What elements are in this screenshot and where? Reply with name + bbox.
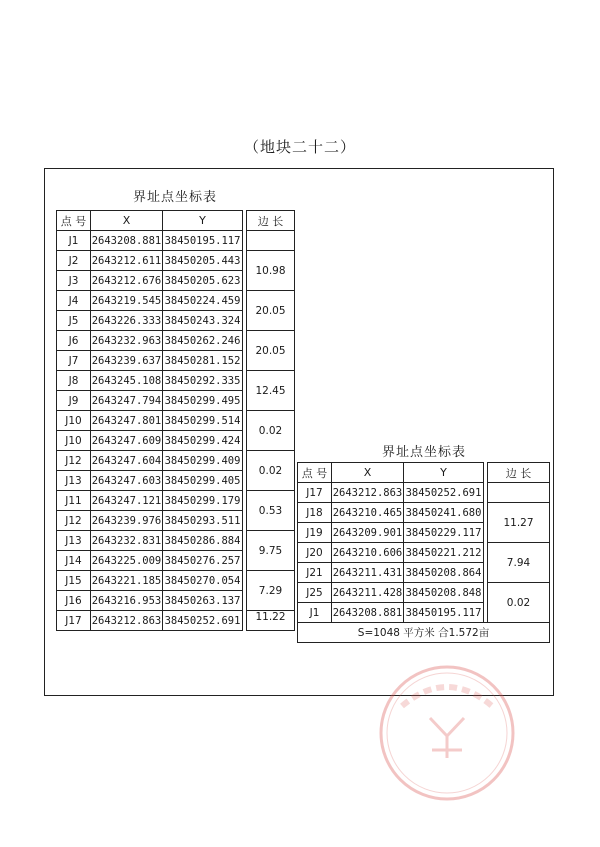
- x-header: X: [332, 463, 404, 483]
- x-cell: 2643210.465: [332, 503, 404, 523]
- edge-length-cell: 12.45: [247, 371, 295, 411]
- point-cell: J15: [57, 571, 91, 591]
- edge-spacer: [488, 483, 550, 503]
- table-row: [57, 251, 295, 271]
- table-row: [57, 371, 295, 391]
- table-row: [57, 331, 295, 351]
- edge-length-cell: 20.05: [247, 291, 295, 331]
- x-cell: 2643232.831: [91, 531, 163, 551]
- point-cell: J1: [57, 231, 91, 251]
- y-cell: 38450276.257: [163, 551, 243, 571]
- table-row: [57, 411, 295, 431]
- x-cell: 2643247.801: [91, 411, 163, 431]
- table-row: [298, 483, 550, 503]
- edge-length-cell: 0.02: [247, 451, 295, 491]
- official-seal: [372, 658, 522, 808]
- y-cell: 38450208.864: [404, 563, 484, 583]
- x-cell: 2643239.976: [91, 511, 163, 531]
- point-cell: J13: [57, 531, 91, 551]
- x-cell: 2643210.606: [332, 543, 404, 563]
- edge-length-cell: 0.53: [247, 491, 295, 531]
- y-cell: 38450299.179: [163, 491, 243, 511]
- point-cell: J19: [298, 523, 332, 543]
- x-cell: 2643211.428: [332, 583, 404, 603]
- x-header: X: [91, 211, 163, 231]
- table-row: [298, 503, 550, 523]
- edge-length-cell: 11.27: [488, 503, 550, 543]
- point-cell: J17: [298, 483, 332, 503]
- point-cell: J6: [57, 331, 91, 351]
- x-cell: 2643211.431: [332, 563, 404, 583]
- table-row: [298, 583, 550, 603]
- y-cell: 38450286.884: [163, 531, 243, 551]
- point-cell: J17: [57, 611, 91, 631]
- y-cell: 38450299.409: [163, 451, 243, 471]
- point-cell: J20: [298, 543, 332, 563]
- table-row: [298, 543, 550, 563]
- point-cell: J9: [57, 391, 91, 411]
- point-cell: J16: [57, 591, 91, 611]
- y-cell: 38450252.691: [163, 611, 243, 631]
- area-summary: S=1048 平方米 合1.572亩: [298, 623, 550, 643]
- x-cell: 2643216.953: [91, 591, 163, 611]
- edge-header: 边 长: [247, 211, 295, 231]
- x-cell: 2643225.009: [91, 551, 163, 571]
- x-cell: 2643247.121: [91, 491, 163, 511]
- point-cell: J7: [57, 351, 91, 371]
- y-cell: 38450195.117: [163, 231, 243, 251]
- y-cell: 38450243.324: [163, 311, 243, 331]
- x-cell: 2643209.901: [332, 523, 404, 543]
- point-cell: J11: [57, 491, 91, 511]
- edge-spacer: [247, 231, 295, 251]
- point-cell: J2: [57, 251, 91, 271]
- y-cell: 38450263.137: [163, 591, 243, 611]
- y-cell: 38450241.680: [404, 503, 484, 523]
- x-cell: 2643245.108: [91, 371, 163, 391]
- point-cell: J18: [298, 503, 332, 523]
- point-cell: J21: [298, 563, 332, 583]
- table-row: [57, 611, 295, 631]
- edge-length-cell: 11.22: [247, 611, 295, 631]
- y-cell: 38450205.443: [163, 251, 243, 271]
- x-cell: 2643247.609: [91, 431, 163, 451]
- x-cell: 2643212.863: [91, 611, 163, 631]
- point-cell: J8: [57, 371, 91, 391]
- x-cell: 2643208.881: [332, 603, 404, 623]
- x-cell: 2643221.185: [91, 571, 163, 591]
- x-cell: 2643212.611: [91, 251, 163, 271]
- y-header: Y: [163, 211, 243, 231]
- right-coordinate-table: [297, 462, 550, 643]
- x-cell: 2643247.603: [91, 471, 163, 491]
- y-cell: 38450299.405: [163, 471, 243, 491]
- y-cell: 38450208.848: [404, 583, 484, 603]
- x-cell: 2643219.545: [91, 291, 163, 311]
- table-row: [57, 571, 295, 591]
- table-row: [57, 491, 295, 511]
- edge-length-cell: 20.05: [247, 331, 295, 371]
- table-row: [57, 231, 295, 251]
- point-cell: J13: [57, 471, 91, 491]
- edge-length-cell: 0.02: [247, 411, 295, 451]
- y-cell: 38450299.514: [163, 411, 243, 431]
- y-cell: 38450293.511: [163, 511, 243, 531]
- x-cell: 2643208.881: [91, 231, 163, 251]
- edge-length-cell: 7.29: [247, 571, 295, 611]
- x-cell: 2643212.676: [91, 271, 163, 291]
- point-cell: J4: [57, 291, 91, 311]
- y-cell: 38450229.117: [404, 523, 484, 543]
- edge-length-cell: 10.98: [247, 251, 295, 291]
- y-cell: 38450281.152: [163, 351, 243, 371]
- y-cell: 38450252.691: [404, 483, 484, 503]
- point-cell: J14: [57, 551, 91, 571]
- edge-header: 边 长: [488, 463, 550, 483]
- y-cell: 38450299.495: [163, 391, 243, 411]
- y-cell: 38450292.335: [163, 371, 243, 391]
- y-cell: 38450205.623: [163, 271, 243, 291]
- x-cell: 2643232.963: [91, 331, 163, 351]
- edge-length-cell: 7.94: [488, 543, 550, 583]
- left-table-title: 界址点坐标表: [132, 190, 217, 205]
- y-cell: 38450224.459: [163, 291, 243, 311]
- y-cell: 38450195.117: [404, 603, 484, 623]
- x-cell: 2643247.794: [91, 391, 163, 411]
- y-cell: 38450262.246: [163, 331, 243, 351]
- x-cell: 2643226.333: [91, 311, 163, 331]
- point-cell: J12: [57, 451, 91, 471]
- point-cell: J5: [57, 311, 91, 331]
- point-cell: J3: [57, 271, 91, 291]
- y-header: Y: [404, 463, 484, 483]
- point-cell: J10: [57, 411, 91, 431]
- y-cell: 38450299.424: [163, 431, 243, 451]
- point-cell: J10: [57, 431, 91, 451]
- point-cell: J25: [298, 583, 332, 603]
- x-cell: 2643247.604: [91, 451, 163, 471]
- page-title: （地块二十二）: [243, 138, 356, 156]
- table-row: [57, 531, 295, 551]
- x-cell: 2643239.637: [91, 351, 163, 371]
- right-table-title: 界址点坐标表: [381, 445, 466, 460]
- point-cell: J12: [57, 511, 91, 531]
- point-header: 点 号: [298, 463, 332, 483]
- edge-length-cell: 9.75: [247, 531, 295, 571]
- table-row: [57, 291, 295, 311]
- point-cell: J1: [298, 603, 332, 623]
- y-cell: 38450221.212: [404, 543, 484, 563]
- x-cell: 2643212.863: [332, 483, 404, 503]
- point-header: 点 号: [57, 211, 91, 231]
- edge-length-cell: 0.02: [488, 583, 550, 623]
- left-coordinate-table: [56, 210, 295, 631]
- y-cell: 38450270.054: [163, 571, 243, 591]
- table-row: [57, 451, 295, 471]
